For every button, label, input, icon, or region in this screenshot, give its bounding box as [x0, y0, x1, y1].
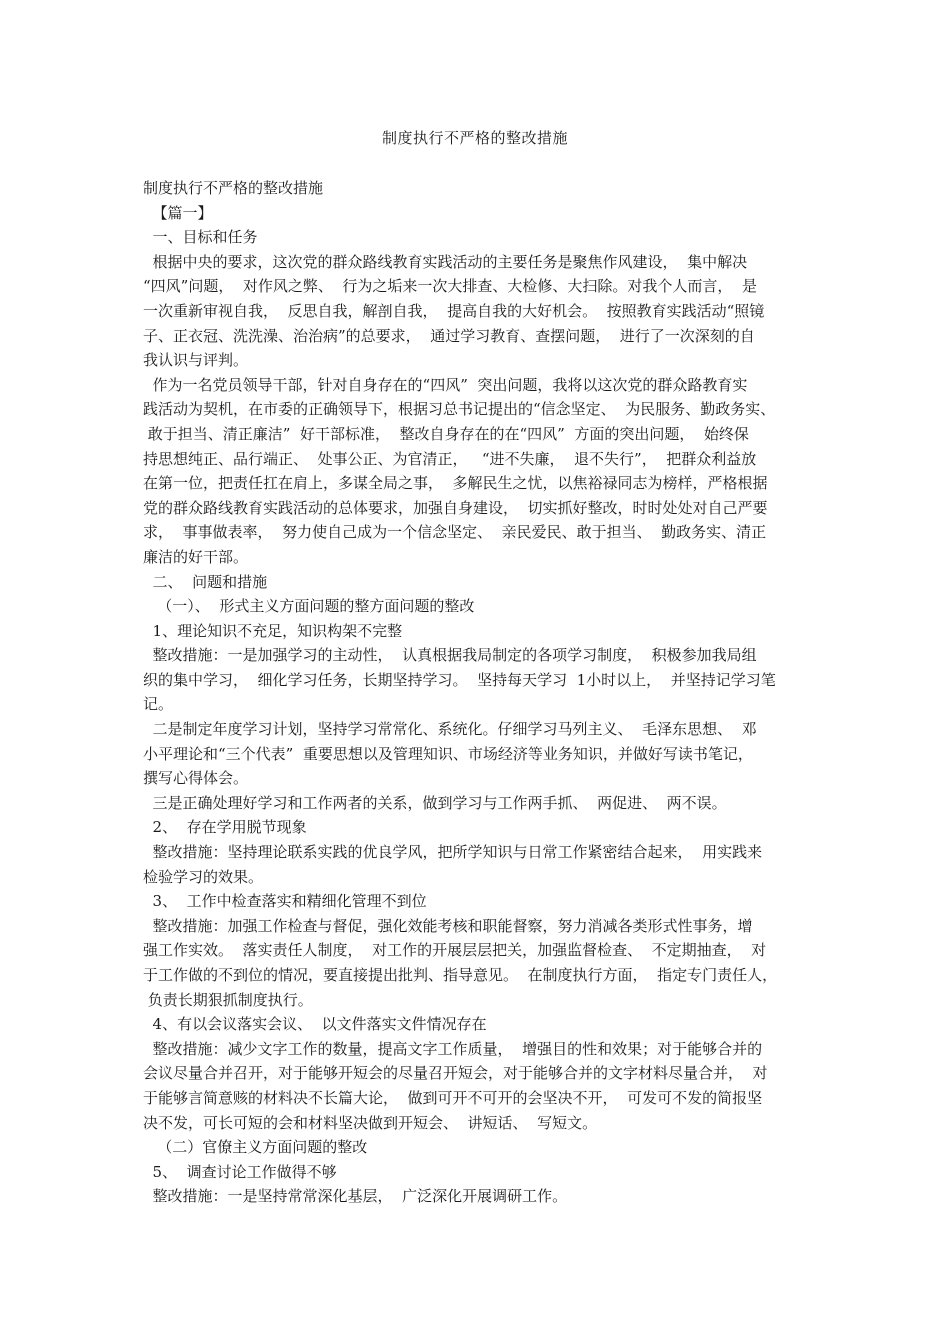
text-line: 敢于担当、清正廉洁” 好干部标准， 整改自身存在的在“四风” 方面的突出问题， 始终保	[143, 424, 749, 443]
text-line: 二、 问题和措施	[143, 572, 268, 591]
text-line: 三是正确处理好学习和工作两者的关系，做到学习与工作两手抓、 两促进、 两不误。	[143, 793, 727, 812]
text-line: 整改措施：一是加强学习的主动性， 认真根据我局制定的各项学习制度， 积极参加我局组	[143, 646, 757, 665]
text-line: 二是制定年度学习计划，坚持学习常常化、系统化。仔细学习马列主义、 毛泽东思想、 邓	[143, 720, 757, 739]
text-line: （一）、 形式主义方面问题的整方面问题的整改	[143, 597, 475, 616]
text-line: 持思想纯正、品行端正、 处事公正、为官清正， “进不失廉， 退不失行”， 把群众利益放	[143, 449, 757, 468]
text-line: 4、有以会议落实会议、 以文件落实文件情况存在	[143, 1015, 487, 1034]
text-line: 于工作做的不到位的情况，要直接提出批判、指导意见。 在制度执行方面， 指定专门责任人，	[143, 966, 778, 984]
text-line: 整改措施：一是坚持常常深化基层， 广泛深化开展调研工作。	[143, 1187, 568, 1206]
text-line: 撰写心得体会。	[143, 769, 249, 788]
text-line: 一次重新审视自我， 反思自我，解剖自我， 提高自我的大好机会。 按照教育实践活动“照镜	[143, 301, 765, 320]
text-line: 一、目标和任务	[143, 228, 258, 247]
text-line: （二）官僚主义方面问题的整改	[143, 1138, 368, 1157]
text-line: 会议尽量合并召开，对于能够开短会的尽量召开短会，对于能够合并的文字材料尽量合并， 对	[143, 1064, 768, 1083]
text-line: 整改措施：加强工作检查与督促，强化效能考核和职能督察，努力消减各类形式性事务，增	[143, 916, 753, 935]
text-line: 求， 事事做表率， 努力使自己成为一个信念坚定、 亲民爱民、敢于担当、 勤政务实、清正	[143, 523, 767, 542]
text-line: 强工作实效。 落实责任人制度， 对工作的开展层层把关，加强监督检查、 不定期抽查， 对	[143, 941, 767, 960]
text-line: 织的集中学习， 细化学习任务，长期坚持学习。 坚持每天学习 1小时以上， 并坚持记学习笔	[143, 670, 776, 689]
text-line: 3、 工作中检查落实和精细化管理不到位	[143, 892, 427, 911]
text-line: 我认识与评判。	[143, 351, 249, 370]
text-line: 子、正衣冠、洗洗澡、治治病”的总要求， 通过学习教育、查摆问题， 进行了一次深刻的自	[143, 326, 755, 345]
text-line: 整改措施：坚持理论联系实践的优良学风，把所学知识与日常工作紧密结合起来， 用实践来	[143, 843, 763, 862]
text-line: 检验学习的效果。	[143, 867, 264, 886]
text-line: 小平理论和“三个代表” 重要思想以及管理知识、市场经济等业务知识，并做好写读书笔记，	[143, 744, 753, 763]
text-line: 1、理论知识不充足，知识构架不完整	[143, 621, 403, 640]
text-line: 5、 调查讨论工作做得不够	[143, 1162, 337, 1181]
text-line: 于能够言简意赅的材料决不长篇大论， 做到可开不可开的会坚决不开， 可发可不发的简报坚	[143, 1088, 763, 1107]
text-line: 【篇一】	[143, 203, 213, 222]
document-title: 制度执行不严格的整改措施	[381, 129, 568, 147]
document-body	[143, 176, 818, 1209]
text-line: “四风”问题， 对作风之弊、 行为之垢来一次大排查、大检修、大扫除。对我个人而言， 是	[143, 277, 757, 296]
text-line: 整改措施：减少文字工作的数量，提高文字工作质量， 增强目的性和效果；对于能够合并的	[143, 1039, 763, 1058]
text-line: 廉洁的好干部。	[143, 547, 249, 566]
text-line: 制度执行不严格的整改措施	[143, 179, 324, 197]
text-line: 根据中央的要求，这次党的群众路线教育实践活动的主要任务是聚焦作风建设， 集中解决	[143, 252, 748, 271]
text-line: 党的群众路线教育实践活动的总体要求，加强自身建设， 切实抓好整改，时时处处对自己严要	[143, 498, 768, 517]
text-line: 作为一名党员领导干部，针对自身存在的“四风” 突出问题，我将以这次党的群众路教育实	[143, 375, 748, 394]
text-line: 负责长期狠抓制度执行。	[143, 990, 313, 1009]
text-line: 记。	[143, 695, 174, 714]
text-line: 践活动为契机，在市委的正确领导下，根据习总书记提出的“信念坚定、 为民服务、勤政务实、	[143, 400, 776, 419]
text-line: 决不发，可长可短的会和材料坚决做到开短会、 讲短话、 写短文。	[143, 1113, 598, 1132]
text-line: 在第一位，把责任扛在肩上，多谋全局之事， 多解民生之忧，以焦裕禄同志为榜样，严格根据	[143, 474, 768, 493]
text-line: 2、 存在学用脱节现象	[143, 818, 307, 837]
